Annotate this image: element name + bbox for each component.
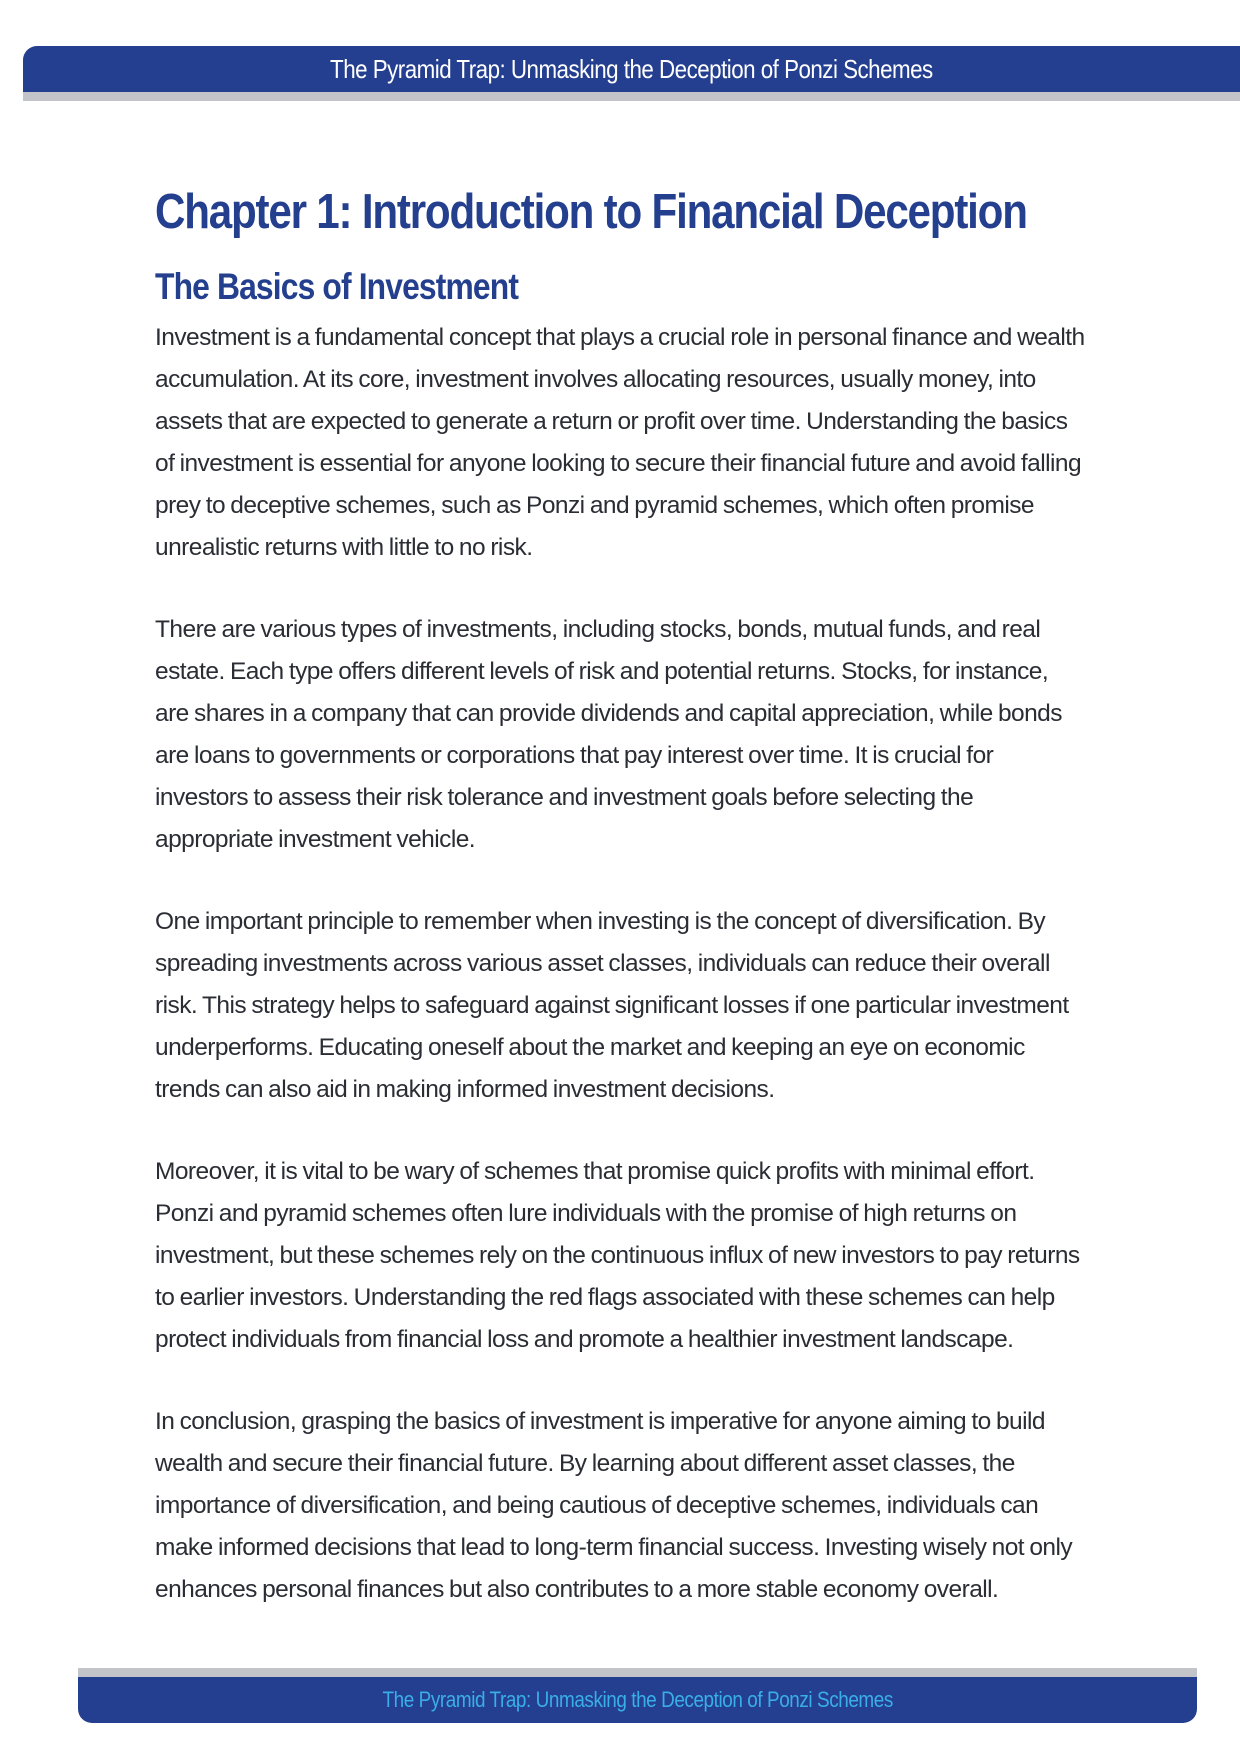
page-header bbox=[23, 46, 1240, 92]
paragraph-3: One important principle to remember when investing is the concept of diversification. By spreading investments across various asset classes, individuals can reduce their overall risk. This strategy helps to safeguard against significant losses if one particular investment underperforms. Educating oneself about the market and keeping an eye on economic trends can also aid in making informed investment decisions. bbox=[155, 908, 1069, 1103]
paragraph-2: There are various types of investments, including stocks, bonds, mutual funds, and real estate. Each type offers different levels of risk and potential returns. Stocks, for instance, are shares in a company that can provide dividends and capital appreciation, while bonds are loans to governments or corporations that pay interest over time. It is crucial for investors to assess their risk tolerance and investment goals before selecting the appropriate investment vehicle. bbox=[155, 616, 1062, 853]
header-title: The Pyramid Trap: Unmasking the Deception of Ponzi Schemes bbox=[330, 53, 933, 84]
paragraph-5: In conclusion, grasping the basics of investment is imperative for anyone aiming to build wealth and secure their financial future. By learning about different asset classes, the importance of diversification, and being cautious of deceptive schemes, individuals can make informed decisions that lead to long-term financial success. Investing wisely not only enhances personal finances but also contributes to a more stable economy overall. bbox=[155, 1408, 1073, 1603]
paragraph-1: Investment is a fundamental concept that plays a crucial role in personal finance and wealth accumulation. At its core, investment involves allocating resources, usually money, into assets that are expected to generate a return or profit over time. Understanding the basics of investment is essential for anyone looking to secure their financial future and avoid falling prey to deceptive schemes, such as Ponzi and pyramid schemes, which often promise unrealistic returns with little to no risk. bbox=[155, 324, 1085, 561]
page-footer bbox=[78, 1677, 1197, 1723]
header-divider bbox=[23, 92, 1240, 101]
section-title: The Basics of Investment bbox=[155, 266, 519, 307]
footer-divider bbox=[78, 1668, 1197, 1677]
footer-title: The Pyramid Trap: Unmasking the Deception of Ponzi Schemes bbox=[382, 1687, 893, 1712]
paragraph-4: Moreover, it is vital to be wary of schemes that promise quick profits with minimal effort. Ponzi and pyramid schemes often lure individuals with the promise of high returns on investment, but these schemes rely on the continuous influx of new investors to pay returns to earlier investors. Understanding the red flags associated with these schemes can help protect individuals from financial loss and promote a healthier investment landscape. bbox=[155, 1158, 1080, 1353]
page-content bbox=[155, 180, 1085, 1651]
chapter-title: Chapter 1: Introduction to Financial Deception bbox=[155, 185, 1027, 239]
